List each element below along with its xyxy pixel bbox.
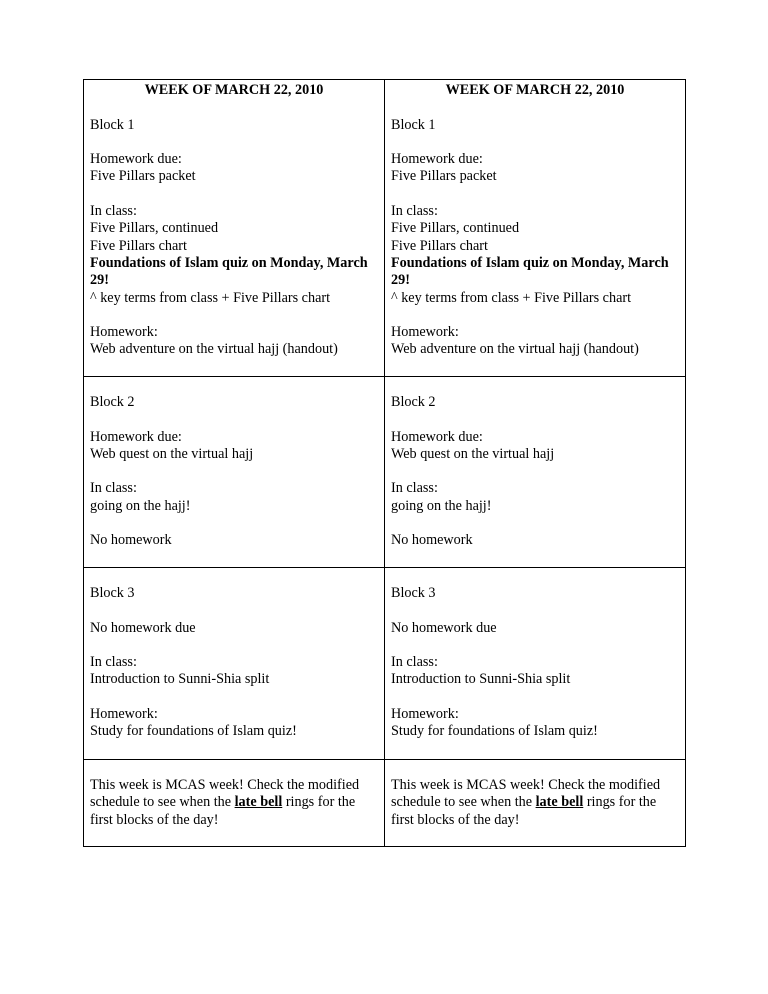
schedule-table xyxy=(83,79,686,847)
homework-due-value: Web quest on the virtual hajj xyxy=(90,445,254,462)
homework-due-value: Five Pillars packet xyxy=(90,168,196,185)
row-block-1 xyxy=(84,80,686,377)
cell-left-block-1 xyxy=(84,80,385,377)
quiz-note: ^ key terms from class + Five Pillars chart xyxy=(90,289,331,306)
note-text: This week is MCAS week! Check the modified schedule to see when the xyxy=(391,777,661,811)
homework-value: Study for foundations of Islam quiz! xyxy=(90,723,297,740)
in-class-label: In class: xyxy=(391,654,438,671)
cell-right-note xyxy=(385,760,686,847)
block-title: Block 2 xyxy=(391,394,436,410)
homework-due-value: No homework due xyxy=(391,619,497,636)
row-note xyxy=(84,760,686,847)
block-title: Block 1 xyxy=(90,116,135,133)
homework-value: Web adventure on the virtual hajj (handout) xyxy=(90,341,338,358)
cell-right-block-3 xyxy=(385,568,686,760)
cell-left-note xyxy=(84,760,385,847)
in-class-label: In class: xyxy=(391,480,438,497)
homework-value: Web adventure on the virtual hajj (handout) xyxy=(391,341,639,358)
quiz-announcement: Foundations of Islam quiz on Monday, March 29! xyxy=(391,254,669,289)
cell-right-block-2 xyxy=(385,377,686,568)
note-text-end: rings for the first blocks of the day! xyxy=(90,794,356,828)
homework-due-label: Homework due: xyxy=(90,428,182,445)
in-class-item: Five Pillars chart xyxy=(90,237,187,254)
homework-value: No homework xyxy=(391,532,473,549)
quiz-note: ^ key terms from class + Five Pillars chart xyxy=(391,289,632,306)
in-class-item: Five Pillars, continued xyxy=(90,220,219,237)
note-text: This week is MCAS week! Check the modified schedule to see when the xyxy=(90,777,360,811)
homework-label: Homework: xyxy=(391,324,459,341)
homework-due-label: Homework due: xyxy=(391,428,483,445)
block-title: Block 2 xyxy=(90,394,135,410)
in-class-item: Five Pillars chart xyxy=(391,237,488,254)
row-block-2 xyxy=(84,377,686,568)
in-class-label: In class: xyxy=(391,203,438,220)
mcas-note xyxy=(391,760,679,829)
homework-due-label: Homework due: xyxy=(391,151,483,168)
homework-value: No homework xyxy=(90,532,172,549)
quiz-announcement: Foundations of Islam quiz on Monday, March 29! xyxy=(90,254,368,289)
cell-right-block-1 xyxy=(385,80,686,377)
note-text-end: rings for the first blocks of the day! xyxy=(391,794,657,828)
homework-due-label: Homework due: xyxy=(90,151,182,168)
homework-due-value: Web quest on the virtual hajj xyxy=(391,445,555,462)
homework-label: Homework: xyxy=(90,706,158,723)
in-class-label: In class: xyxy=(90,203,137,220)
homework-label: Homework: xyxy=(90,324,158,341)
homework-due-value: Five Pillars packet xyxy=(391,168,497,185)
row-block-3 xyxy=(84,568,686,760)
in-class-item: going on the hajj! xyxy=(391,497,492,514)
cell-left-block-2 xyxy=(84,377,385,568)
cell-left-block-3 xyxy=(84,568,385,760)
in-class-item: Five Pillars, continued xyxy=(391,220,520,237)
late-bell-emphasis: late bell xyxy=(535,794,584,811)
mcas-note xyxy=(90,760,378,829)
in-class-label: In class: xyxy=(90,480,137,497)
in-class-item: Introduction to Sunni-Shia split xyxy=(90,671,270,688)
block-title: Block 3 xyxy=(391,585,436,601)
week-header: WEEK OF MARCH 22, 2010 xyxy=(144,82,324,98)
block-title: Block 3 xyxy=(90,585,135,601)
homework-due-value: No homework due xyxy=(90,619,196,636)
homework-label: Homework: xyxy=(391,706,459,723)
week-header: WEEK OF MARCH 22, 2010 xyxy=(445,82,625,98)
homework-value: Study for foundations of Islam quiz! xyxy=(391,723,598,740)
in-class-item: going on the hajj! xyxy=(90,497,191,514)
late-bell-emphasis: late bell xyxy=(234,794,283,811)
block-title: Block 1 xyxy=(391,116,436,133)
in-class-item: Introduction to Sunni-Shia split xyxy=(391,671,571,688)
in-class-label: In class: xyxy=(90,654,137,671)
